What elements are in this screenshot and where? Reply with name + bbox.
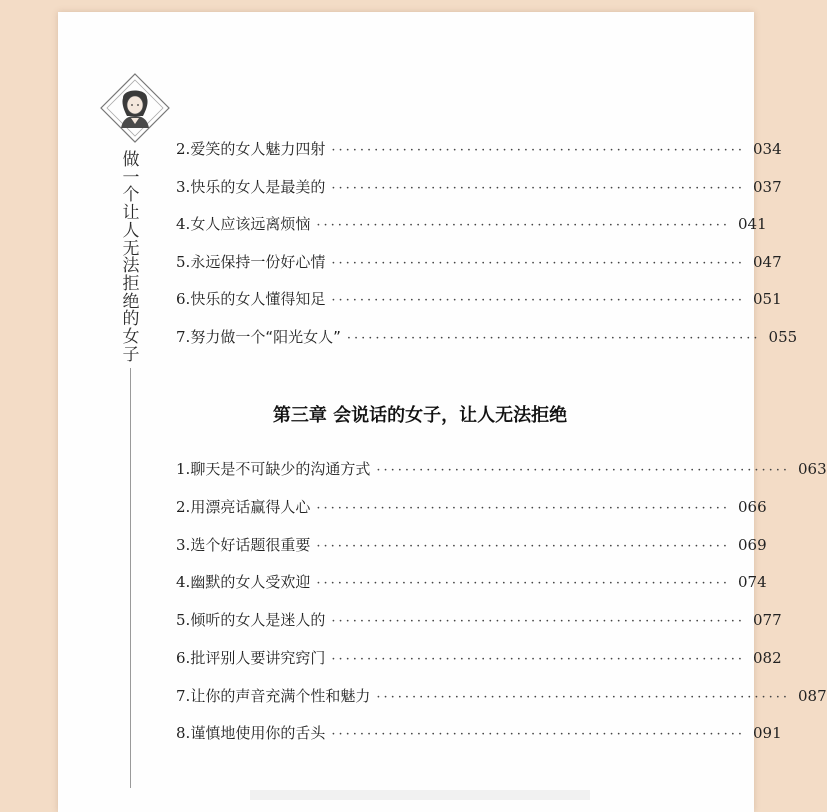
toc-entry[interactable] xyxy=(176,251,782,275)
toc-entry-page: 082 xyxy=(753,649,782,667)
toc-entry-number: 5. xyxy=(176,253,191,271)
toc-entry-title: 谨慎地使用你的舌头 xyxy=(190,724,326,742)
toc-entry-number: 1. xyxy=(176,460,191,478)
toc-entry-page: 077 xyxy=(753,611,782,629)
toc-entry-title: 快乐的女人懂得知足 xyxy=(190,290,326,308)
toc-leader-dots: ·························································· xyxy=(331,293,746,308)
toc-entry-number: 6. xyxy=(176,649,191,667)
toc-entry-number: 2. xyxy=(176,498,191,516)
toc-leader-dots: ·························································· xyxy=(331,652,746,667)
toc-entry[interactable] xyxy=(176,685,827,709)
toc-entry-number: 5. xyxy=(176,611,191,629)
toc-entry-title: 快乐的女人是最美的 xyxy=(190,178,326,196)
toc-entry-page: 047 xyxy=(753,253,782,271)
toc-entry-title: 用漂亮话赢得人心 xyxy=(190,498,311,516)
toc-entry[interactable] xyxy=(176,722,782,746)
toc-leader-dots: ·························································· xyxy=(316,218,731,233)
toc-entry[interactable] xyxy=(176,609,782,633)
toc-entry-number: 6. xyxy=(176,290,191,308)
toc-entry-number: 8. xyxy=(176,724,191,742)
toc-leader-dots: ·························································· xyxy=(316,501,731,516)
toc-entry-page: 091 xyxy=(753,724,782,742)
toc-leader-dots: ·························································· xyxy=(331,256,746,271)
spine-divider xyxy=(130,368,131,788)
toc-entry-title: 幽默的女人受欢迎 xyxy=(190,573,311,591)
toc-entry-number: 4. xyxy=(176,215,191,233)
toc-entry-number: 3. xyxy=(176,178,191,196)
book-title-vertical: 做一个让人无法拒绝的女子 xyxy=(122,150,140,365)
toc-entry-title: 永远保持一份好心情 xyxy=(190,253,326,271)
toc-entry[interactable] xyxy=(176,326,798,350)
toc-entry-number: 2. xyxy=(176,140,191,158)
toc-entry-title: 批评别人要讲究窍门 xyxy=(190,649,326,667)
faded-bottom-text xyxy=(250,790,590,800)
toc-entry-page: 041 xyxy=(738,215,767,233)
toc-leader-dots: ·························································· xyxy=(316,539,731,554)
toc-entry[interactable] xyxy=(176,288,782,312)
toc-entry-number: 4. xyxy=(176,573,191,591)
toc-entry[interactable] xyxy=(176,176,782,200)
woman-portrait-emblem-icon xyxy=(99,72,171,144)
toc-entry-title: 倾听的女人是迷人的 xyxy=(190,611,326,629)
toc-entry-title: 聊天是不可缺少的沟通方式 xyxy=(190,460,371,478)
toc-entry-title: 努力做一个“阳光女人” xyxy=(190,328,341,346)
toc-entry-title: 女人应该远离烦恼 xyxy=(190,215,311,233)
toc-entry[interactable] xyxy=(176,213,767,237)
toc-entry[interactable] xyxy=(176,458,827,482)
toc-entry-page: 063 xyxy=(798,460,827,478)
toc-leader-dots: ·························································· xyxy=(331,181,746,196)
toc-entry-number: 7. xyxy=(176,328,191,346)
toc-leader-dots: ·························································· xyxy=(331,614,746,629)
toc-entry-title: 让你的声音充满个性和魅力 xyxy=(190,687,371,705)
toc-leader-dots: ·························································· xyxy=(376,463,791,478)
toc-entry-page: 051 xyxy=(753,290,782,308)
toc-entry-page: 066 xyxy=(738,498,767,516)
toc-entry-page: 034 xyxy=(753,140,782,158)
toc-entry-page: 087 xyxy=(798,687,827,705)
toc-entry[interactable] xyxy=(176,647,782,671)
toc-entry-page: 055 xyxy=(768,328,798,346)
toc-leader-dots: ·························································· xyxy=(316,576,731,591)
toc-entry-number: 7. xyxy=(176,687,191,705)
toc-leader-dots: ·························································· xyxy=(331,143,746,158)
toc-leader-dots: ·························································· xyxy=(346,331,761,346)
toc-entry-page: 074 xyxy=(738,573,767,591)
toc-entry-number: 3. xyxy=(176,536,191,554)
toc-leader-dots: ·························································· xyxy=(376,690,791,705)
toc-entry-title: 爱笑的女人魅力四射 xyxy=(190,140,326,158)
chapter-heading[interactable]: 第三章 会说话的女子，让人无法拒绝 xyxy=(272,405,568,426)
toc-entry-page: 037 xyxy=(753,178,782,196)
toc-entry[interactable] xyxy=(176,138,782,162)
toc-entry[interactable] xyxy=(176,496,767,520)
toc-entry[interactable] xyxy=(176,571,767,595)
toc-entry[interactable] xyxy=(176,534,767,558)
toc-leader-dots: ·························································· xyxy=(331,727,746,742)
toc-entry-title: 选个好话题很重要 xyxy=(190,536,311,554)
toc-entry-page: 069 xyxy=(738,536,767,554)
